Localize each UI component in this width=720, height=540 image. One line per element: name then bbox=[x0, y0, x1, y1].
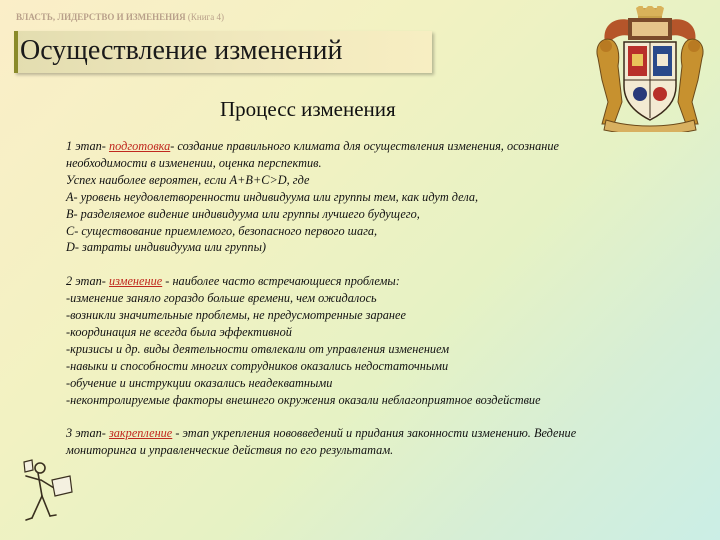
title-accent bbox=[14, 31, 18, 73]
stage1-line: Успех наиболее вероятен, если A+B+C>D, где bbox=[66, 172, 310, 187]
stick-figure-icon bbox=[22, 458, 76, 528]
coat-of-arms-icon bbox=[592, 6, 708, 132]
stage3-rest: - этап укрепления нововведений и придания законности изменению. Ведение bbox=[172, 426, 577, 441]
stage1-line: необходимости в изменении, оценка перспектив. bbox=[66, 155, 322, 170]
stage2-line: -неконтролируемые факторы внешнего окружения оказали неблагоприятное воздействие bbox=[66, 392, 541, 407]
stage1-first-line bbox=[66, 138, 706, 155]
book-caption-number: (Книга 4) bbox=[185, 12, 224, 22]
stage2-line: -возникли значительные проблемы, не предусмотренные заранее bbox=[66, 308, 406, 323]
page-title: Осуществление изменений bbox=[20, 35, 343, 66]
stage2-first-line bbox=[66, 273, 706, 290]
paragraph-gap bbox=[66, 408, 706, 425]
stage1-line: В- разделяемое видение индивидуума или группы лучшего будущего, bbox=[66, 206, 420, 221]
paragraph-gap bbox=[66, 256, 706, 273]
stage3-keyword: закрепление bbox=[108, 426, 173, 441]
stage3-prefix: 3 этап- bbox=[66, 426, 109, 441]
stage1-rest: - создание правильного климата для осуществления изменения, осознание bbox=[170, 139, 559, 153]
stage1-line: D- затраты индивидуума или группы) bbox=[66, 240, 266, 255]
stage2-line: -кризисы и др. виды деятельности отвлекали от управления изменением bbox=[66, 341, 450, 356]
stage2-rest: - наиболее часто встречающиеся проблемы: bbox=[162, 274, 400, 289]
book-caption-title: ВЛАСТЬ, ЛИДЕРСТВО И ИЗМЕНЕНИЯ bbox=[16, 12, 186, 22]
stage2-line: -навыки и способности многих сотрудников оказались недостаточными bbox=[66, 358, 449, 373]
stage2-line: -изменение заняло гораздо больше времени, чем ожидалось bbox=[66, 291, 377, 306]
section-subtitle: Процесс изменения bbox=[220, 97, 396, 121]
book-caption bbox=[16, 12, 224, 22]
stage2-line: -обучение и инструкции оказались неадекватными bbox=[66, 375, 333, 390]
stage3-line: мониторинга и управленческие действия по его результатам. bbox=[66, 443, 394, 458]
stage1-line: А- уровень неудовлетворенности индивидуума или группы тем, как идут дела, bbox=[66, 189, 479, 204]
stage3-first-line bbox=[66, 425, 706, 442]
stage1-keyword: подготовка bbox=[108, 139, 171, 153]
stage2-line: -координация не всегда была эффективной bbox=[66, 324, 292, 339]
stage1-line: С- существование приемлемого, безопасного первого шага, bbox=[66, 223, 378, 238]
stage2-keyword: изменение bbox=[108, 274, 163, 289]
content-body bbox=[66, 138, 706, 459]
stage2-prefix: 2 этап- bbox=[66, 274, 109, 289]
stage1-prefix: 1 этап- bbox=[66, 139, 109, 153]
